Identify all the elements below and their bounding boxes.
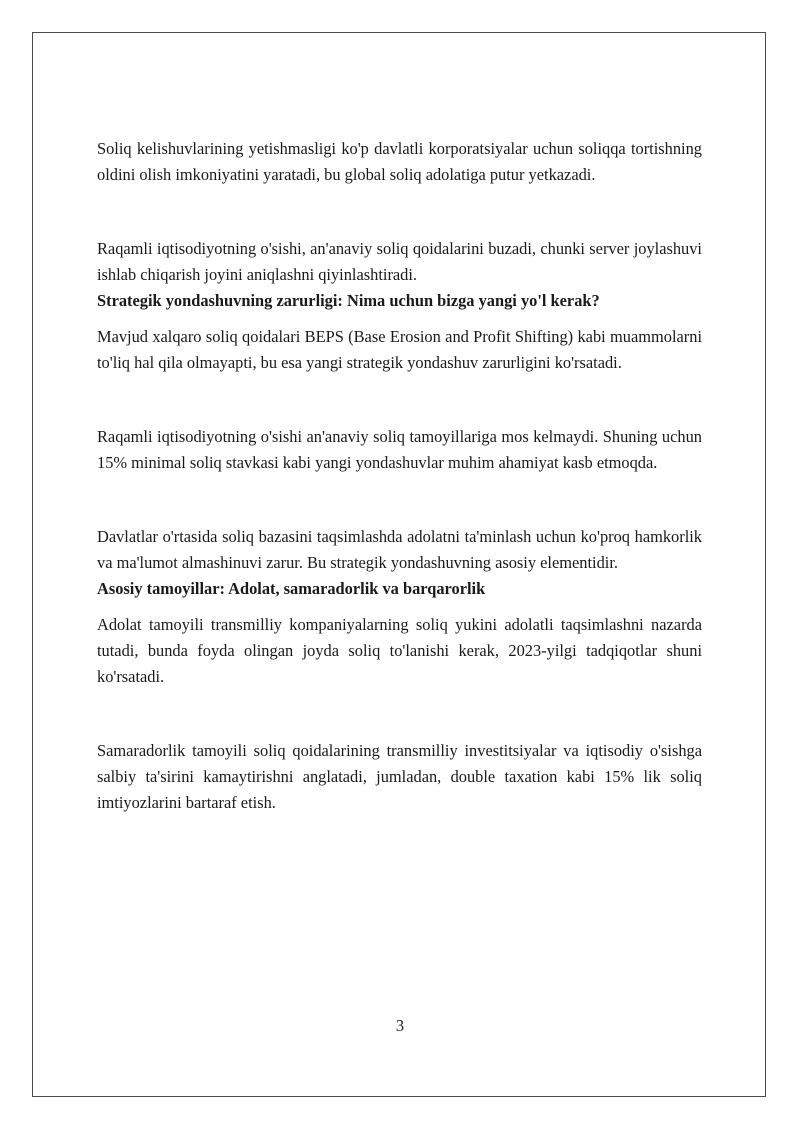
paragraph-beps: Mavjud xalqaro soliq qoidalari BEPS (Base Erosion and Profit Shifting) kabi muammolarni to'liq hal qila olmayapti, bu esa yangi strategik yondashuv zarurligini ko'rsatadi.: [97, 327, 702, 372]
heading-strategic-approach: Strategik yondashuvning zarurligi: Nima uchun bizga yangi yo'l kerak?: [97, 291, 600, 310]
paragraph-efficiency: Samaradorlik tamoyili soliq qoidalarining transmilliy investitsiyalar va iqtisodiy o'sishga salbiy ta'sirini kamaytirishni anglatadi, jumladan, double taxation kabi 15% lik soliq imtiyozlarini bartaraf etish.: [97, 741, 702, 812]
paragraph-digital-economy: Raqamli iqtisodiyotning o'sishi, an'anaviy soliq qoidalarini buzadi, chunki server joylashuvi ishlab chiqarish joyini aniqlashni qiyinlashtiradi.: [97, 239, 702, 284]
document-body: [97, 136, 702, 816]
paragraph-minimum-tax: Raqamli iqtisodiyotning o'sishi an'anaviy soliq tamoyillariga mos kelmaydi. Shuning uchun 15% minimal soliq stavkasi kabi yangi yondashuvlar muhim ahamiyat kasb etmoqda.: [97, 427, 702, 472]
paragraph-tax-agreements: Soliq kelishuvlarining yetishmasligi ko'p davlatli korporatsiyalar uchun soliqqa tortishning oldini olish imkoniyatini yaratadi, bu global soliq adolatiga putur yetkazadi.: [97, 139, 702, 184]
paragraph-cooperation: Davlatlar o'rtasida soliq bazasini taqsimlashda adolatni ta'minlash uchun ko'proq hamkorlik va ma'lumot almashinuvi zarur. Bu strategik yondashuvning asosiy elementidir.: [97, 527, 702, 572]
page-number: 3: [395, 1016, 405, 1035]
heading-core-principles: Asosiy tamoyillar: Adolat, samaradorlik va barqarorlik: [97, 579, 486, 598]
paragraph-fairness: Adolat tamoyili transmilliy kompaniyalarning soliq yukini adolatli taqsimlashni nazarda tutadi, bunda foyda olingan joyda soliq to'lanishi kerak, 2023-yilgi tadqiqotlar shuni ko'rsatadi.: [97, 615, 702, 686]
